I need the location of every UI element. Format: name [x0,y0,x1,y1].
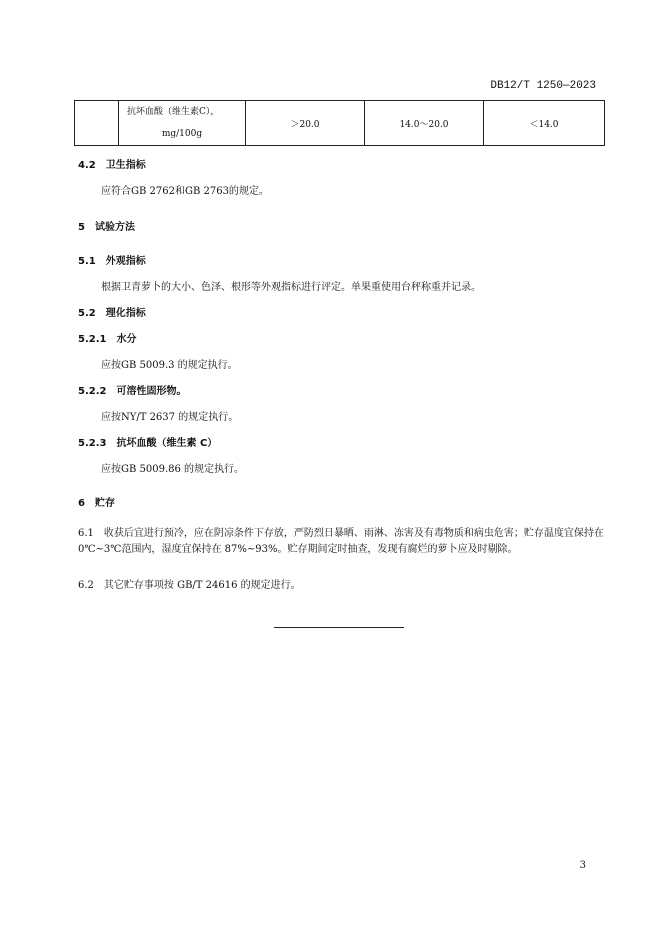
section-6-2-text: 6.2 其它贮存事项按 GB/T 24616 的规定进行。 [78,580,301,591]
section-5-title: 5 试验方法 [78,222,135,233]
section-4-2-text: 应符合GB 2762和GB 2763的规定。 [101,186,269,197]
section-5-2-2-title: 5.2.2 可溶性固形物。 [78,386,187,397]
table-cell-grade2: 14.0～20.0 [365,101,484,146]
table-cell-item [119,101,246,146]
table-cell-grade1: ＞20.0 [246,101,365,146]
section-4-2-title: 4.2 卫生指标 [78,160,146,171]
item-name: 抗坏血酸（维生素C）， [127,107,220,117]
section-5-2-3-text: 应按GB 5009.86 的规定执行。 [101,464,245,475]
section-5-1-title: 5.1 外观指标 [78,256,146,267]
section-6-1-text: 6.1 收获后宜进行预冷，应在阴凉条件下存放，严防烈日暴晒、雨淋、冻害及有毒物质和病虫危害；贮存温度宜保持在 0℃~3℃范围内，湿度宜保持在 87%~93%。贮存期间定时抽查，发现有腐烂的萝卜应及时剔除。 [78,528,604,555]
table-row [75,101,605,146]
table-cell-grade3: ＜14.0 [484,101,605,146]
section-5-2-2-text: 应按NY/T 2637 的规定执行。 [101,412,239,423]
section-5-2-1-text: 应按GB 5009.3 的规定执行。 [101,360,238,371]
section-5-2-3-title: 5.2.3 抗坏血酸（维生素 C） [78,438,218,449]
table-cell-empty [75,101,119,146]
section-5-2-title: 5.2 理化指标 [78,308,146,319]
quality-spec-table [74,100,605,146]
section-6-title: 6 贮存 [78,498,115,509]
section-5-1-text: 根据卫青萝卜的大小、色泽、根形等外观指标进行评定。单果重使用台秤称重并记录。 [101,282,481,293]
page-number: 3 [579,860,586,871]
section-5-2-1-title: 5.2.1 水分 [78,334,137,345]
end-rule [274,627,404,628]
document-id: DB12/T 1250—2023 [490,80,596,92]
item-unit: mg/100g [161,129,203,139]
